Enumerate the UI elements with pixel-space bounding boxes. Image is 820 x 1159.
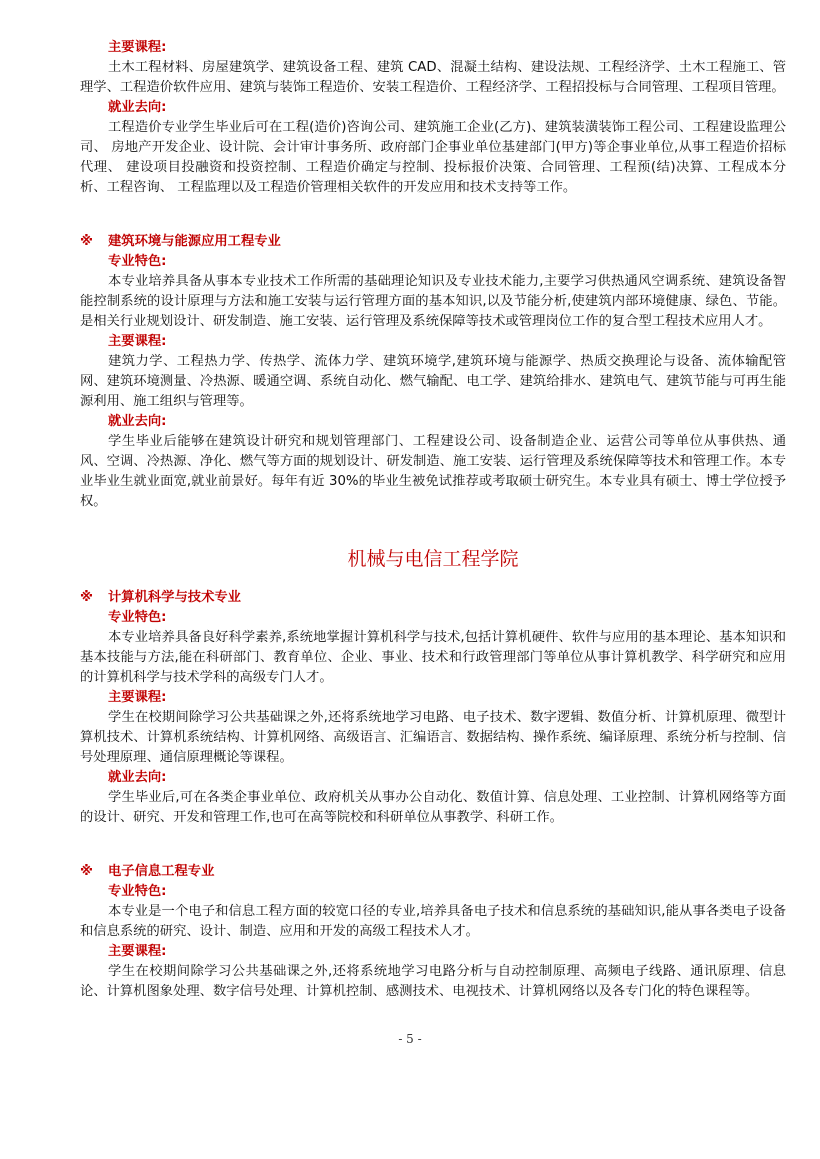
ee-major-title: 电子信息工程专业	[108, 864, 215, 879]
ee-major-heading	[80, 862, 786, 882]
feature-text: 本专业是一个电子和信息工程方面的较宽口径的专业,培养具备电子技术和信息系统的基础知识,能从事各类电子设备和信息系统的研究、设计、制造、应用和开发的高级工程技术人才。	[80, 904, 786, 939]
courses-text: 建筑力学、工程热力学、传热学、流体力学、建筑环境学,建筑环境与能源学、热质交换理论与设备、流体输配管网、建筑环境测量、冷热源、暖通空调、系统自动化、燃气输配、电工学、建筑给排水、建筑电气、建筑节能与可再生能源利用、施工组织与管理等。	[80, 354, 786, 409]
feature-label: 专业特色:	[108, 884, 167, 899]
env-major-title: 建筑环境与能源应用工程专业	[108, 234, 281, 249]
courses-label: 主要课程:	[108, 944, 167, 959]
reference-mark-icon: ※	[80, 864, 93, 879]
career-label: 就业去向:	[108, 100, 167, 115]
reference-mark-icon: ※	[80, 234, 93, 249]
env-major-heading	[80, 232, 786, 252]
college-title: 机械与电信工程学院	[347, 548, 519, 570]
cs-major-heading	[80, 588, 786, 608]
courses-text: 学生在校期间除学习公共基础课之外,还将系统地学习电路分析与自动控制原理、高频电子线路、通讯原理、信息论、计算机图象处理、数字信号处理、计算机控制、感测技术、电视技术、计算机网络以及各专门化的特色课程等。	[80, 964, 786, 999]
feature-label: 专业特色:	[108, 254, 167, 269]
cs-major-section	[80, 588, 786, 828]
courses-label: 主要课程:	[108, 334, 167, 349]
page-number: - 5 -	[398, 1032, 422, 1046]
cs-major-title: 计算机科学与技术专业	[108, 590, 241, 605]
env-major-section	[80, 232, 786, 512]
courses-label: 主要课程:	[108, 690, 167, 705]
career-text: 工程造价专业学生毕业后可在工程(造价)咨询公司、建筑施工企业(乙方)、建筑装潢装饰工程公司、工程建设监理公司、 房地产开发企业、设计院、会计审计事务所、政府部门企事业单位基建部门(甲方)等企事业单位,从事工程造价招标代理、 建设项目投融资和投资控制、工程造价确定与控制、投标报价决策、合同管理、工程预(结)决算、工程成本分析、工程咨询、 工程监理以及工程造价管理相关软件的开发应用和技术支持等工作。	[80, 120, 786, 195]
career-text: 学生毕业后,可在各类企事业单位、政府机关从事办公自动化、数值计算、信息处理、工业控制、计算机网络等方面的设计、研究、开发和管理工作,也可在高等院校和科研单位从事教学、科研工作。	[80, 790, 786, 825]
feature-text: 本专业培养具备从事本专业技术工作所需的基础理论知识及专业技术能力,主要学习供热通风空调系统、建筑设备智能控制系统的设计原理与方法和施工安装与运行管理方面的基本知识,以及节能分析,使建筑内部环境健康、绿色、节能。是相关行业规划设计、研发制造、施工安装、运行管理及系统保障等技术或管理岗位工作的复合型工程技术应用人才。	[80, 274, 786, 329]
courses-label: 主要课程:	[108, 40, 167, 55]
courses-text: 学生在校期间除学习公共基础课之外,还将系统地学习电路、电子技术、数字逻辑、数值分析、计算机原理、微型计算机技术、计算机系统结构、计算机网络、高级语言、汇编语言、数据结构、操作系统、编译原理、系统分析与控制、信号处理原理、通信原理概论等课程。	[80, 710, 786, 765]
feature-label: 专业特色:	[108, 610, 167, 625]
career-label: 就业去向:	[108, 770, 167, 785]
career-text: 学生毕业后能够在建筑设计研究和规划管理部门、工程建设公司、设备制造企业、运营公司等单位从事供热、通风、空调、冷热源、净化、燃气等方面的规划设计、研发制造、施工安装、运行管理及系统保障等技术和管理工作。本专业毕业生就业面宽,就业前景好。每年有近 30%的毕业生被免试推荐或考取硕士研究生。本专业具有硕士、博士学位授予权。	[80, 434, 786, 509]
ee-major-section	[80, 862, 786, 1002]
courses-text: 土木工程材料、房屋建筑学、建筑设备工程、建筑 CAD、混凝土结构、建设法规、工程经济学、土木工程施工、管理学、工程造价软件应用、建筑与装饰工程造价、安装工程造价、工程经济学、工程招投标与合同管理、工程项目管理。	[80, 60, 786, 95]
document-page	[80, 38, 786, 1002]
reference-mark-icon: ※	[80, 590, 93, 605]
feature-text: 本专业培养具备良好科学素养,系统地掌握计算机科学与技术,包括计算机硬件、软件与应用的基本理论、基本知识和基本技能与方法,能在科研部门、教育单位、企业、事业、技术和行政管理部门等单位从事计算机教学、科学研究和应用的计算机科学与技术学科的高级专门人才。	[80, 630, 786, 685]
top-section	[80, 38, 786, 198]
career-label: 就业去向:	[108, 414, 167, 429]
